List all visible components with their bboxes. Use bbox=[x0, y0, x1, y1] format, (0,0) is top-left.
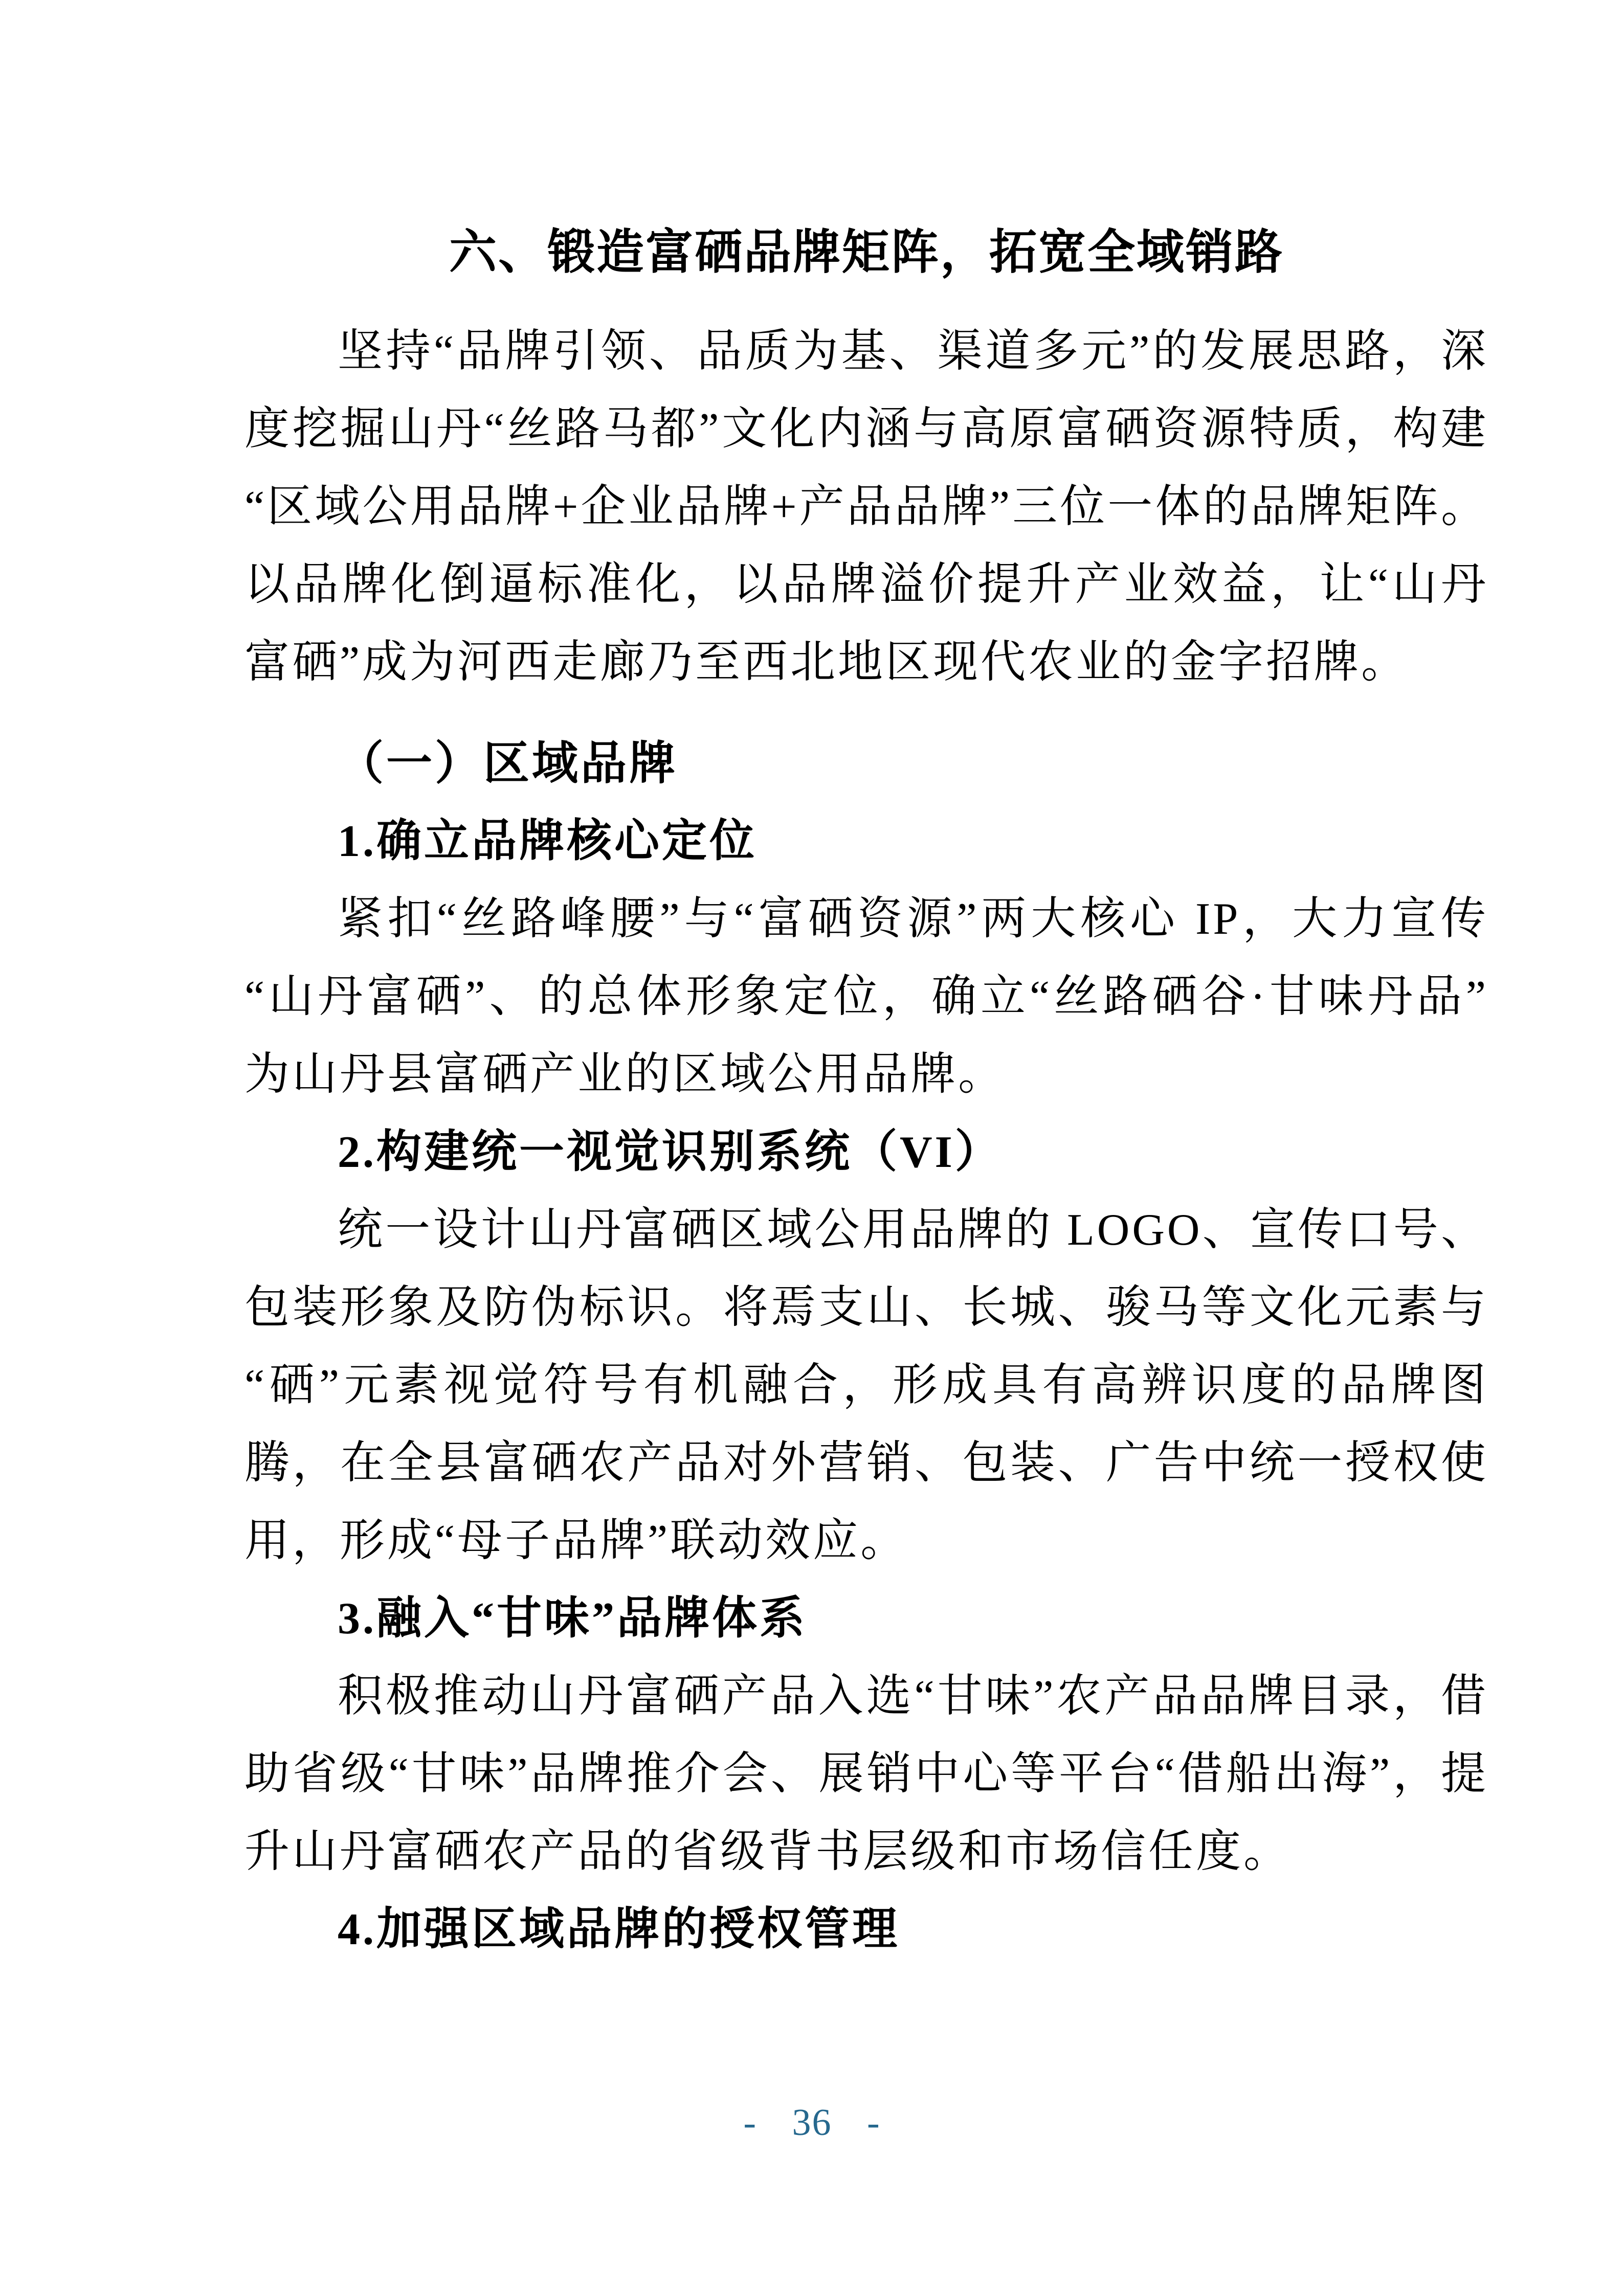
document-content bbox=[244, 215, 1488, 1969]
page-footer bbox=[0, 2100, 1624, 2146]
section-heading-region-brand: （一）区域品牌 bbox=[338, 738, 678, 789]
page-title: 六、锻造富硒品牌矩阵，拓宽全域销路 bbox=[449, 227, 1284, 279]
item-2-body: 统一设计山丹富硒区域公用品牌的 LOGO、宣传口号、包装形象及防伪标识。将焉支山、长城、骏马等文化元素与“硒”元素视觉符号有机融合，形成具有高辨识度的品牌图腾，在全县富硒农产品对外营销、包装、广告中统一授权使用，形成“母子品牌”联动效应。 bbox=[244, 1205, 1488, 1566]
item-3-body: 积极推动山丹富硒产品入选“甘味”农产品品牌目录，借助省级“甘味”品牌推介会、展销中心等平台“借船出海”，提升山丹富硒农产品的省级背书层级和市场信任度。 bbox=[244, 1672, 1488, 1877]
item-1-heading: 1.确立品牌核心定位 bbox=[338, 817, 758, 866]
item-2-heading: 2.构建统一视觉识别系统（VI） bbox=[338, 1128, 1003, 1177]
page-number: - 36 - bbox=[743, 2102, 881, 2144]
item-1-body: 紧扣“丝路峰腰”与“富硒资源”两大核心 IP，大力宣传“山丹富硒”、的总体形象定位，确立“丝路硒谷·甘味丹品”为山丹县富硒产业的区域公用品牌。 bbox=[244, 894, 1488, 1099]
intro-paragraph: 坚持“品牌引领、品质为基、渠道多元”的发展思路，深度挖掘山丹“丝路马都”文化内涵与高原富硒资源特质，构建“区域公用品牌+企业品牌+产品品牌”三位一体的品牌矩阵。以品牌化倒逼标准化，以品牌溢价提升产业效益，让“山丹富硒”成为河西走廊乃至西北地区现代农业的金字招牌。 bbox=[244, 327, 1488, 687]
item-3-heading: 3.融入“甘味”品牌体系 bbox=[338, 1594, 808, 1644]
item-4-heading: 4.加强区域品牌的授权管理 bbox=[338, 1905, 900, 1954]
